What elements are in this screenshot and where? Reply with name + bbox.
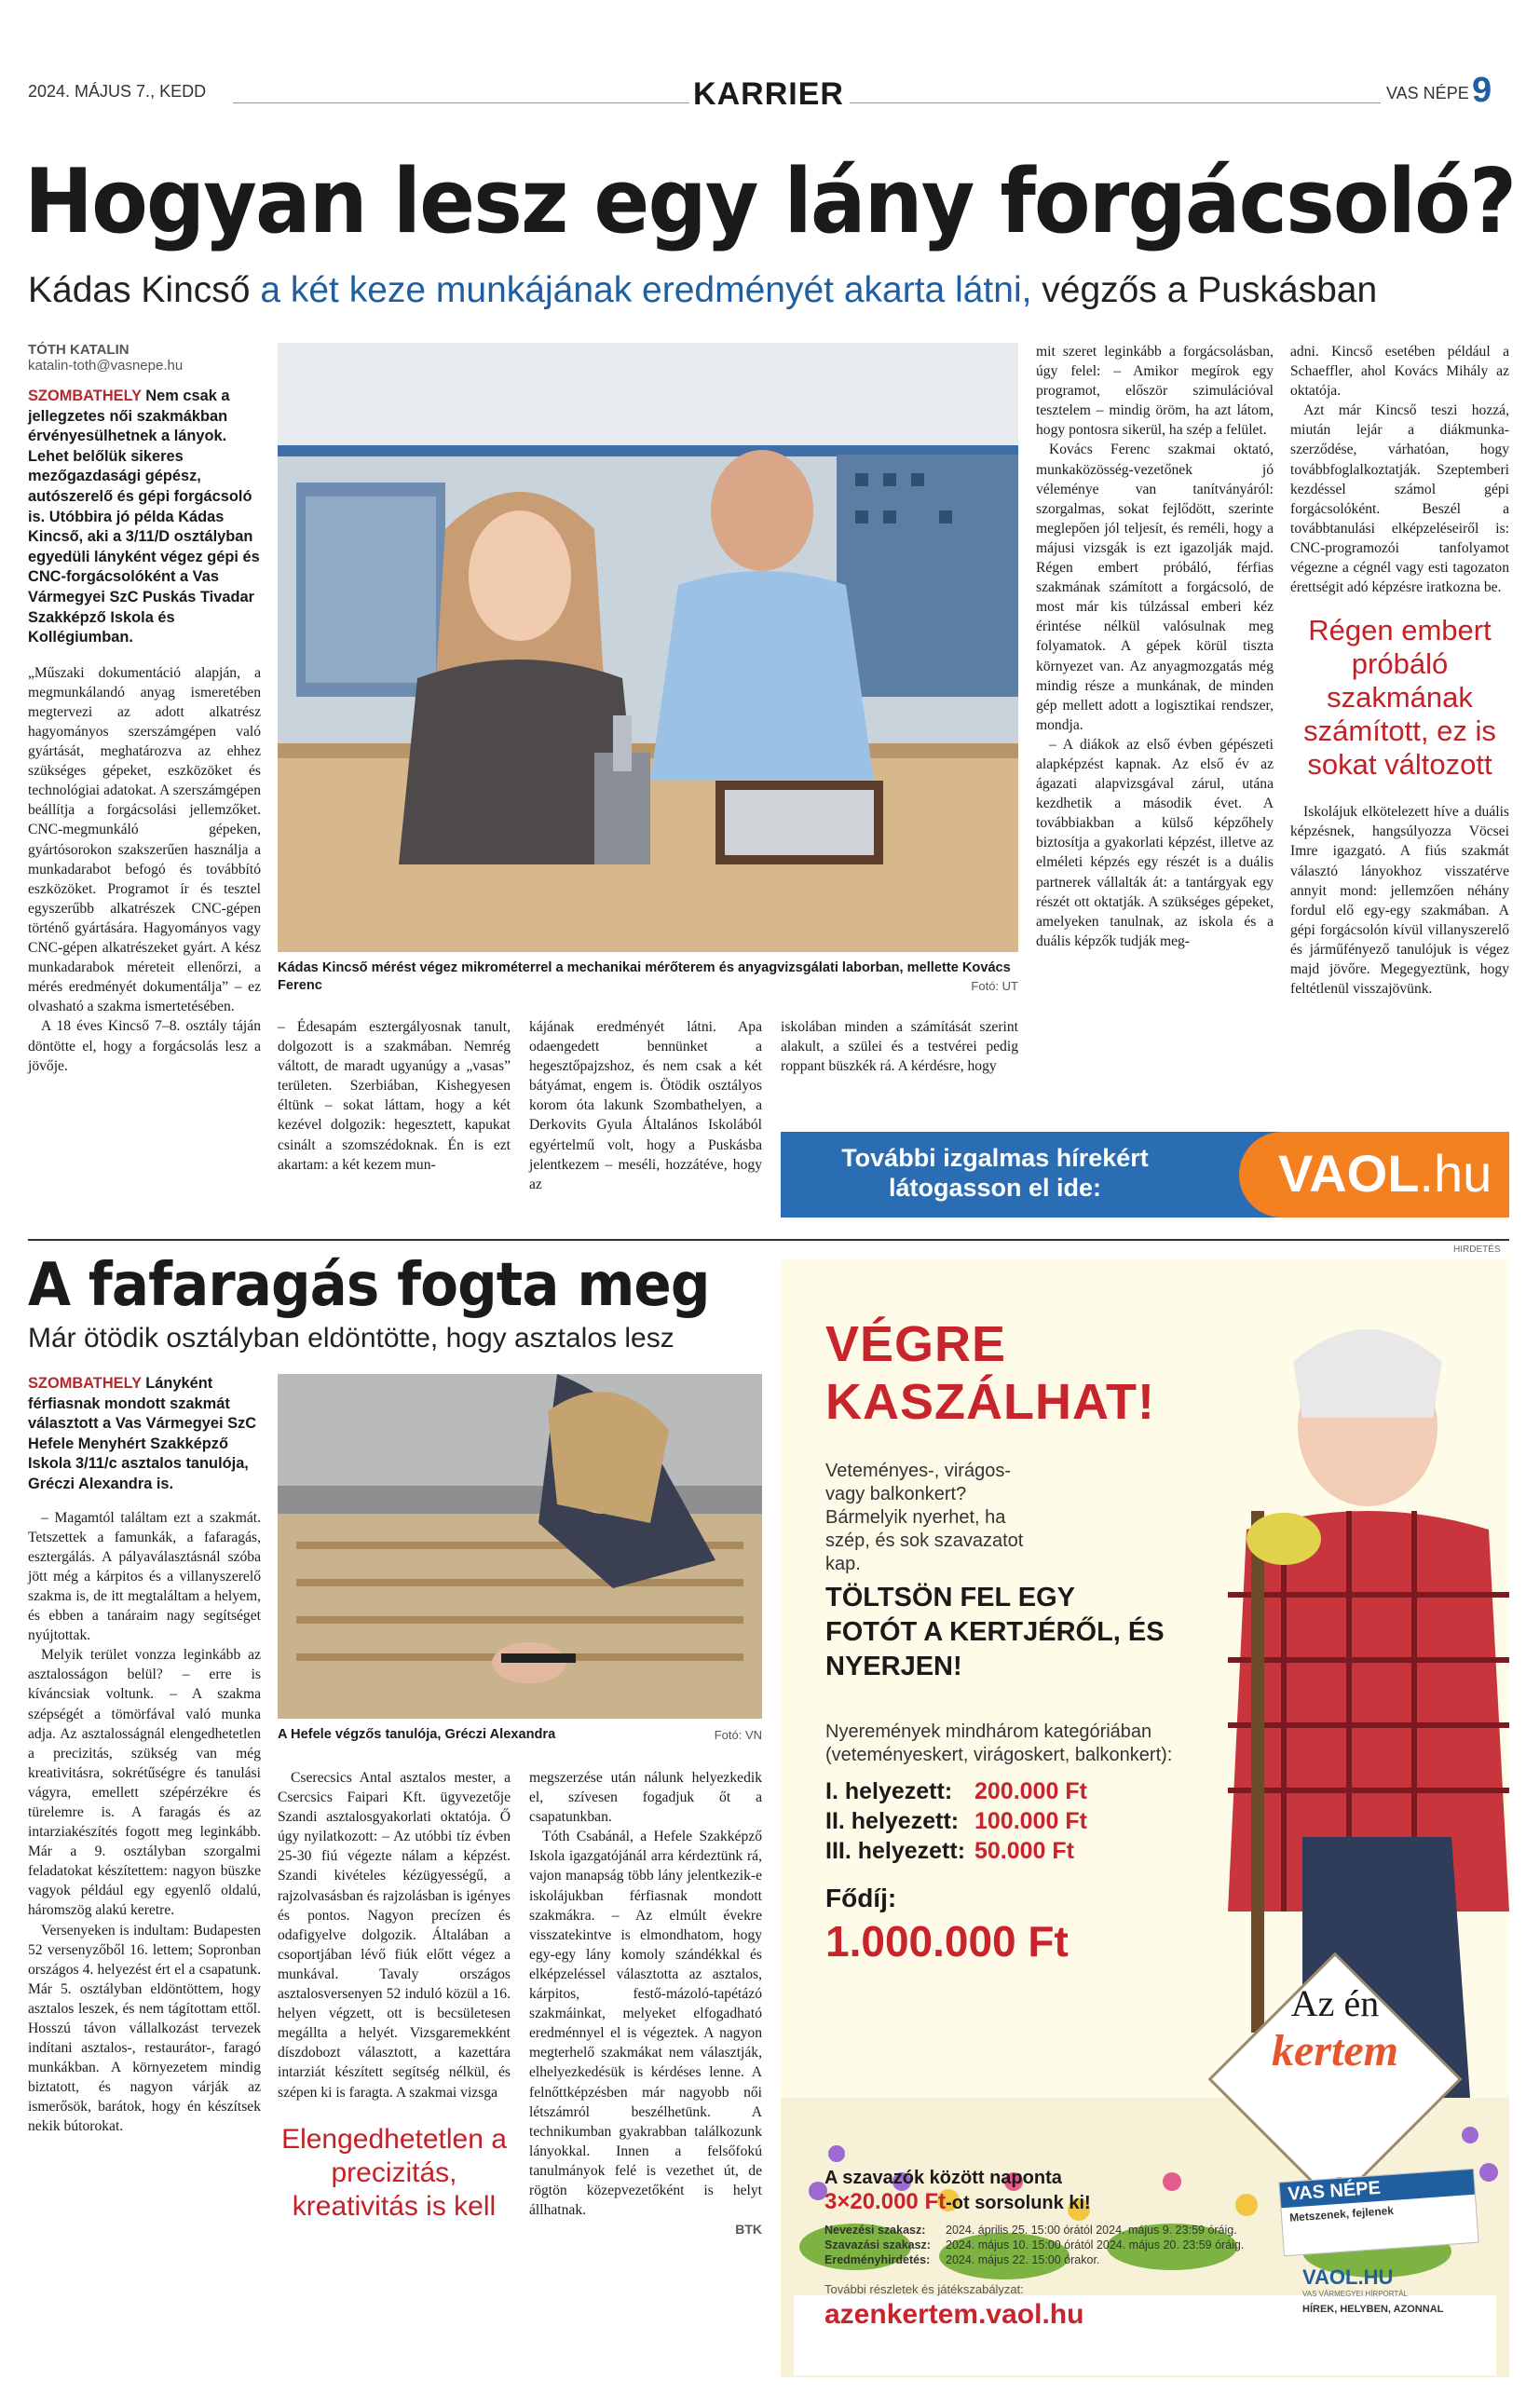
header-date: 2024. MÁJUS 7., KEDD: [28, 82, 207, 101]
author-email: katalin-toth@vasnepe.hu: [28, 358, 184, 374]
author-name: TÓTH KATALIN: [28, 342, 129, 358]
ad-headline: [825, 1315, 1155, 1431]
ad-headline-line2: KASZÁLHAT!: [825, 1374, 1155, 1430]
paper-tag: Metszenek, fejlenek: [1288, 2203, 1395, 2224]
paragraph: megszerzése után nálunk helyezkedik el, szívesen fogadjuk őt a csapatunkban.: [529, 1770, 762, 1826]
article2-col3: [529, 1768, 762, 2239]
paragraph: Iskolájuk elkötelezett híve a duális képzésnek, hangsúlyozza Vöcsei Imre igazgató. A fiús szakmát választó lányokhoz visszatérve annyit mond: jellemzően néhány fordul elő egy-egy szakmában. A gépi forgácsolón kívül villanyszerelő és járműfényező tanulójuk is végez majd jövőre. Megegyeztünk, hogy feltétlenül visszajövünk.: [1290, 804, 1509, 998]
daily-line2: -ot sorsolunk ki!: [946, 2193, 1091, 2213]
schedule-value: 2024. május 22. 15:00 órakor.: [946, 2253, 1100, 2266]
workshop-photo: [278, 343, 1018, 952]
article1-photo: [278, 343, 1018, 952]
logo-tld: .hu: [1419, 1144, 1492, 1203]
article1-col2: [278, 1017, 511, 1175]
prize-row: [825, 1776, 1087, 1806]
prize-row: [825, 1806, 1087, 1836]
paragraph: – Magamtól találtam ezt a szakmát. Tetszettek a famunkák, a fafaragás, esztergálás. A pályaválasztásnál szóba jött még a kárpitos és a villanyszerelő szakma is, de itt megtaláltam a helyem, és ebben a tanáraim nagy segítséget nyújtottak.: [28, 1509, 261, 1644]
header-rule-left: [233, 102, 689, 103]
article1-col4-bottom: [781, 1017, 1018, 1076]
schedule-label: Szavazási szakasz:: [824, 2238, 931, 2252]
schedule-label: Eredményhirdetés:: [824, 2253, 931, 2266]
daily-amount: 3×20.000 Ft: [824, 2189, 947, 2214]
pull-quote: Régen embert próbáló szakmának számított, ez is sokat változott: [1303, 614, 1496, 782]
section-title: KARRIER: [693, 76, 844, 112]
ad-prizes-intro: Nyeremények mindhárom kategóriában (veteményeskert, virágoskert, balkonkert):: [825, 1721, 1173, 1765]
ad-url[interactable]: azenkertem.vaol.hu: [824, 2299, 1084, 2330]
paragraph: adni. Kincső esetében például a Schaeffler, ahol Kovács Mihály az oktatója.: [1290, 344, 1509, 400]
ad-more-info: További részletek és játékszabályzat:: [824, 2282, 1024, 2296]
paragraph: Melyik terület vonzza leginkább az asztalosságon belül? – erre is kíváncsiak voltunk. – A szakma szépségét a tömörfával való munka adja. Az asztalosságnál elengedhetetlen a precizitás, szükség van még kreativitásra, sokrétűségre és tanulási vágyra, emellett szépérzékre és türelemre is. A faragás és az intarziakészítés fogott meg leginkább. Már a 9. osztályban szorgalmi feladatokat készítettem: nagyon büszke vagyok például egy egyenlő oldalú, háromszög alakú keretre.: [28, 1647, 261, 1919]
banner-line1: További izgalmas hírekért: [841, 1144, 1149, 1172]
author-signature: BTK: [735, 2222, 762, 2238]
paragraph: Azt már Kincső teszi hozzá, miután lejár a diákmunka-szerződése, várhatóan, hogy továbbfoglalkoztatják. Szeptemberi kezdéssel számol gépi forgácsolóként. Beszél a továbbtanulási elképzeléseiről is: CNC-programozói tanfolyamot végezne a cégnél vagy esti tagozaton érettségit adó képzésre iratkozna be.: [1290, 402, 1509, 596]
vaol-logo-text: [1278, 1145, 1492, 1203]
paper-name: VAS NÉPE: [1386, 84, 1469, 102]
page-number: 9: [1472, 71, 1492, 110]
schedule-row: [824, 2223, 1244, 2238]
article1-lead: [28, 387, 261, 648]
article2-title: A fafaragás fogta meg: [28, 1251, 710, 1320]
paper-thumbnail: [1278, 2169, 1478, 2256]
vaol-logo: [1239, 1132, 1509, 1218]
paragraph: – A diákok az első évben gépészeti alapképzést kapnak. Az első év az ágazati alapvizsgával zárul, utána kezdhetik a második évet. A továbbiakban a külső képzőhely biztosítja a gyakorlati képzést, illetve az elméleti képzés egy részét is a duális partnerek vállalták át: a tantárgyak egy részét ott oktatják. A szükséges gépeket, amelyeken tanulnak, az iskola és a duális képzők tudják meg-: [1036, 736, 1274, 949]
logo-line2: kertem: [1272, 2026, 1398, 2075]
ad-prizes: [825, 1776, 1087, 1866]
ad-vaol-logo: [1302, 2265, 1489, 2315]
schedule-value: 2024. május 10. 15:00 órától 2024. május 20. 23:59 óráig.: [946, 2238, 1245, 2252]
article2-col2: [278, 1768, 511, 2224]
dateline-city: SZOMBATHELY: [28, 388, 142, 404]
prize-amount: 100.000 Ft: [974, 1808, 1087, 1834]
prize-place: I. helyezett:: [825, 1778, 953, 1804]
logo-line1: Az én: [1290, 1982, 1380, 2024]
ad-label: HIRDETÉS: [1453, 1245, 1501, 1255]
ad-daily: [824, 2166, 1091, 2215]
vaol-sub: VAS VÁRMEGYEI HÍRPORTÁL: [1302, 2290, 1409, 2298]
article2-col1: [28, 1374, 261, 2137]
prize-amount: 200.000 Ft: [974, 1778, 1087, 1804]
subtitle-name: Kádas Kincső: [28, 270, 251, 310]
ad-cta: TÖLTSÖN FEL EGY FOTÓT A KERTJÉRŐL, ÉS NYERJEN!: [825, 1583, 1165, 1681]
article1-title: Hogyan lesz egy lány forgácsoló?: [24, 151, 1516, 253]
lead-text: Nem csak a jellegzetes női szakmákban érvényesülhetnek a lányok. Lehet belőlük sikeres mezőgazdasági gépész, autószerelő és gépi forgácsoló is. Utóbbira jó példa Kádas Kincső, aki a 3/11/D osztályban egyedüli lányként végez gépi és CNC-forgácsolóként a Vas Vármegyei SzC Puskás Tivadar Szakképző Iskola és Kollégiumban.: [28, 388, 260, 646]
caption-text: Kádas Kincső mérést végez mikrométerrel a mechanikai mérőterem és anyagvizsgálati laborban, mellette Kovács Ferenc: [278, 960, 1011, 993]
daily-line1: A szavazók között naponta: [824, 2168, 1062, 2188]
ad-grand-label: Fődíj:: [825, 1884, 897, 1912]
banner-line2: látogasson el ide:: [888, 1174, 1102, 1202]
az-en-kertem-logo: [1247, 1981, 1424, 2076]
logo-main: VAOL: [1278, 1144, 1420, 1203]
photo-credit: Fotó: UT: [971, 979, 1018, 993]
vaol-slogan: HÍREK, HELYBEN, AZONNAL: [1302, 2304, 1444, 2315]
vaol-banner[interactable]: [781, 1132, 1509, 1218]
article2-photo: [278, 1374, 762, 1719]
carpentry-photo: [278, 1374, 762, 1719]
ad-grand-amount: 1.000.000 Ft: [825, 1917, 1069, 1966]
ad-intro: Veteményes-, virágos- vagy balkonkert? Bármelyik nyerhet, ha szép, és sok szavazatot kap.: [825, 1461, 1024, 1574]
caption-text: A Hefele végzős tanulója, Gréczi Alexandra: [278, 1727, 556, 1742]
paragraph: kájának eredményét látni. Apa odaengedett bennünket a hegesztőpajzshoz, és nem csak a két bátyámat, engem is. Ötödik osztályos korom óta lakunk Szombathelyen, a Derkovits Gyula Általános Iskolából egyértelmű volt, hogy a Puskásba jelentkezem – meséli, hozzátéve, hogy az: [529, 1019, 762, 1192]
paragraph: Versenyeken is indultam: Budapesten 52 versenyzőből 16. lettem; Sopronban országos 4. helyezést ért el a csapatunk. Már 5. osztályban eldöntöttem, hogy asztalos leszek, és nem tágítottam ettől. Hosszú távon vállalkozást tervezek indítani asztalos-, restaurátor-, faragó munkákban. A környezetem mindig biztatott, és nagyon várják az ismerősök, barátok, hogy én készítsek nekik bútorokat.: [28, 1922, 261, 2135]
ad-headline-line1: VÉGRE: [825, 1316, 1007, 1372]
paragraph: iskolában minden a számítását szerint alakult, a szülei és a testvérei pedig roppant büszkék rá. A kérdésre, hogy: [781, 1019, 1018, 1075]
article1-col1-text: [28, 663, 261, 1076]
pull-quote: Elengedhetetlen a precizitás, kreativitás is kell: [281, 2123, 507, 2222]
paragraph: Tóth Csabánál, a Hefele Szakképző Iskola igazgatójánál arra kérdeztünk rá, vajon manapság több lány jelentkezik-e iskolájukban férfiasnak mondott szakmákra. – Az elmúlt évekre visszatekintve is elmondhatom, hogy egy-egy lány komoly szándékkal és elképzeléssel választotta az asztalos, kárpitos, festő-mázoló-tapétázó szakmáinkat, melyeket elfogadható eredménnyel el is végeztek. A nagyon megterhelő szakmákat nem választják, elhelyezkedésük is kérdéses lenne. A felnőttképzésben már nagyobb női létszámról beszélhetünk. A technikumban gyakrabban találkozunk lányokkal. Innen a felsőfokú tanulmányok felé is vezethet út, de rögtön közepvezetőként is helyt állhatnak.: [529, 1829, 762, 2219]
article1-caption: [278, 959, 1018, 995]
prize-place: III. helyezett:: [825, 1838, 966, 1864]
article1-col3: [529, 1017, 762, 1194]
header-rule-right: [850, 102, 1381, 103]
banner-text: [781, 1143, 1209, 1203]
paragraph: mit szeret leginkább a forgácsolásban, úgy felel: – Amikor megírok egy programot, először szimulációval tesztelem – mindig öröm, ha azt látom, hogy pontosra sikerül, ha szép a felület.: [1036, 344, 1274, 439]
schedule-label: Nevezési szakasz:: [824, 2224, 926, 2237]
article1-col4: [1036, 342, 1274, 951]
schedule-row: [824, 2238, 1244, 2252]
section-divider: [28, 1239, 1509, 1241]
ad-schedule: [824, 2223, 1244, 2267]
dateline-city: SZOMBATHELY: [28, 1375, 142, 1392]
lead-text: Lányként férfiasnak mondott szakmát választott a Vas Vármegyei SzC Hefele Menyhért Szakképző Iskola 3/11/c asztalos tanulója, Gréczi Alexandra is.: [28, 1375, 257, 1492]
prize-place: II. helyezett:: [825, 1808, 960, 1834]
article2-subtitle: Már ötödik osztályban eldöntötte, hogy asztalos lesz: [28, 1323, 674, 1354]
article1-subtitle: [28, 270, 1377, 311]
paragraph: Kovács Ferenc szakmai oktató, munkaközösség-vezetőnek jó véleménye van tanítványáról: szorgalmas, sokat fejlődött, szerinte meglepően jól teljesít, és reméli, hogy a májusi vizsgák is ezt igazolják majd. Régen embert próbáló, férfias szakmának számított a forgácsoló, de most már kis túlzással emberi kéz érintése nélkül valósulnak meg folyamatok. A gépek körül tiszta környezet van. Az anyagmozgatás még mindig része a munkának, de minden gép mellett adott a logisztikai rendszer, mondja.: [1036, 442, 1274, 733]
paragraph: „Műszaki dokumentáció alapján, a megmunkálandó anyag ismeretében megtervezi az adott alkatrész hagyományos szerszámgépen való gyártását, meghatározva az ehhez szükséges gépeket, eszközöket és technológiai adatokat. A szerszámgépen beállítja a forgácsolási jellemzőket. CNC-megmunkáló gépeken, gyártósorokon szakszerűen használja a munkadarabot befogó és továbbító eszközöket. Programot ír és tesztel egyszerűbb alkatrészek CNC-gépen történő gyártására. Hagyományos vagy CNC-gépen alkatrészeket gyárt. A kész munkadarabok méreteit ellenőrzi, a mérés eredményét dokumentálja” – ez olvasható a szakma ismertetésében.: [28, 664, 261, 1015]
article1-col5: [1290, 342, 1509, 999]
prize-row: [825, 1836, 1087, 1866]
paragraph: A 18 éves Kincső 7–8. osztály táján döntötte el, hogy a forgácsolás lesz a jövője.: [28, 1018, 261, 1074]
prize-amount: 50.000 Ft: [974, 1838, 1075, 1864]
schedule-value: 2024. április 25. 15:00 órától 2024. május 9. 23:59 óráig.: [946, 2224, 1237, 2237]
subtitle-highlight: a két keze munkájának eredményét akarta látni,: [260, 270, 1032, 310]
paper-logo: VAS NÉPE: [1280, 2170, 1475, 2208]
article2-caption: [278, 1726, 762, 1744]
subtitle-end: végzős a Puskásban: [1042, 270, 1378, 310]
article1-col1: [28, 342, 261, 1076]
article2-lead: [28, 1374, 261, 1495]
paragraph: – Édesapám esztergályosnak tanult, dolgozott is a szakmában. Nemrég váltott, de maradt ugyanúgy a „vasas” területen. Szerbiában, Kishegyesen éltünk – sokat láttam, hogy a két kezével dolgozik: hegesztett, kapukat csinált a szomszédoknak. Én is ezt akartam: a két kezem mun-: [278, 1019, 511, 1173]
paragraph: Cserecsics Antal asztalos mester, a Csercsics Faipari Kft. ügyvezetője Szandi asztalosgyakorlati oktatója. Ő úgy nyilatkozott: – Az utóbbi tíz évben 25-30 fiú végezte nálam a képzést. Szandi kivételes kézügyességű, a rajzolvasásban és rajzolásban is igényes és pontos. Nagyon precízen és odafigyelve dolgozik. Általában a csoportjában lévő fiúk előtt végez a munkával. Tavaly országos asztalosversenyen 52 induló közül a 16. helyen végzett, ott is becsületesen megállta a helyét. Vizsgaremekként díszdobozt választott, a kazettára intarziát készített segítség nélkül, és szépen ki is faragta. A szakmai vizsga: [278, 1770, 511, 2101]
schedule-row: [824, 2252, 1244, 2267]
vaol-logo-text: VAOL.HU: [1302, 2265, 1394, 2289]
photo-credit: Fotó: VN: [714, 1728, 762, 1742]
